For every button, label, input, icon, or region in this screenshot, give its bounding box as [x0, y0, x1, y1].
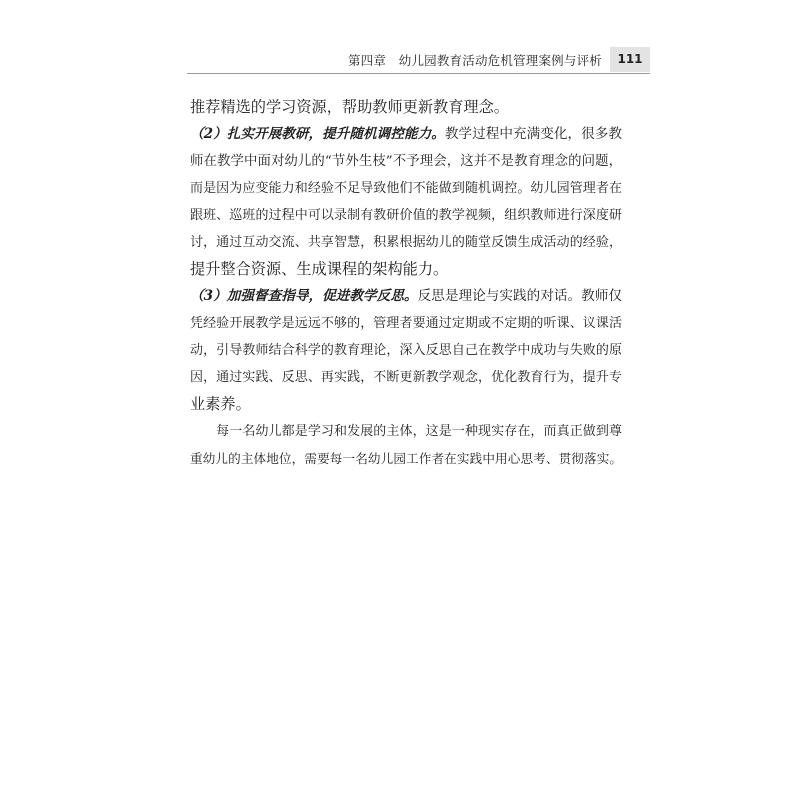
text-line: （3）加强督查指导，促进教学反思。反思是理论与实践的对话。教师仅 — [190, 288, 622, 304]
text-line: 师在教学中面对幼儿的“节外生枝”不予理会，这并不是教育理念的问题， — [190, 154, 622, 169]
text-line: 而是因为应变能力和经验不足导致他们不能做到随机调控。幼儿园管理者在 — [190, 181, 622, 196]
page-number: 111 — [610, 47, 650, 72]
chapter-title: 第四章 幼儿园教育活动危机管理案例与评析 — [347, 53, 602, 68]
section-heading: （3）加强督查指导，促进教学反思。 — [190, 288, 418, 304]
running-header — [347, 47, 650, 73]
text-line: 因，通过实践、反思、再实践，不断更新教学观念，优化教育行为，提升专 — [190, 370, 622, 385]
text-line: 提升整合资源、生成课程的架构能力。 — [190, 260, 449, 278]
text-line: 凭经验开展教学是远远不够的，管理者要通过定期或不定期的听课、议课活 — [190, 316, 622, 331]
text-line: 推荐精选的学习资源，帮助教师更新教育理念。 — [190, 98, 509, 116]
text-line: 每一名幼儿都是学习和发展的主体，这是一种现实存在，而真正做到尊 — [190, 424, 622, 439]
section-heading: （2）扎实开展教研，提升随机调控能力。 — [190, 126, 445, 142]
text-line: 重幼儿的主体地位，需要每一名幼儿园工作者在实践中用心思考、贯彻落实。 — [190, 451, 622, 466]
text-line: 跟班、巡班的过程中可以录制有教研价值的教学视频，组织教师进行深度研 — [190, 208, 622, 223]
text-line: （2）扎实开展教研，提升随机调控能力。教学过程中充满变化，很多教 — [190, 126, 622, 142]
header-rule — [187, 73, 650, 74]
text-line: 业素养。 — [190, 395, 251, 413]
body-text — [190, 94, 622, 472]
text-line: 讨，通过互动交流、共享智慧，积累根据幼儿的随堂反馈生成活动的经验， — [190, 235, 622, 250]
text-line: 动，引导教师结合科学的教育理论，深入反思自己在教学中成功与失败的原 — [190, 343, 622, 358]
